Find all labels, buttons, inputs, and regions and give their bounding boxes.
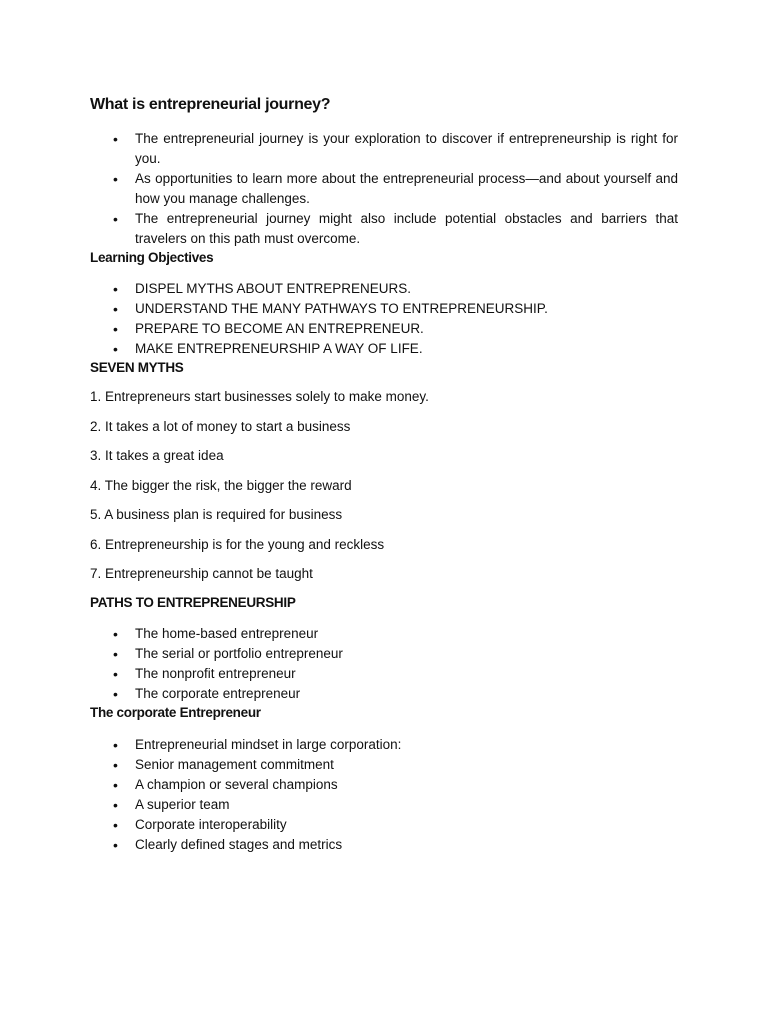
myth-item: 7. Entrepreneurship cannot be taught — [90, 566, 313, 581]
corporate-list — [90, 735, 678, 855]
objective-item: • PREPARE TO BECOME AN ENTREPRENEUR. — [90, 319, 678, 339]
myth-item: 2. It takes a lot of money to start a business — [90, 418, 351, 434]
myths-list — [90, 387, 678, 584]
corporate-item: • Clearly defined stages and metrics — [90, 835, 678, 855]
intro-item: • As opportunities to learn more about the entrepreneurial process—and about yourself and how you manage challenges. — [90, 169, 678, 209]
path-item: • The serial or portfolio entrepreneur — [90, 644, 678, 664]
myth-item: 6. Entrepreneurship is for the young and reckless — [90, 536, 385, 552]
path-item: • The corporate entrepreneur — [90, 684, 678, 704]
myth-item: 4. The bigger the risk, the bigger the reward — [90, 477, 352, 493]
path-item: • The home-based entrepreneur — [90, 624, 678, 644]
objectives-list — [90, 279, 678, 359]
corporate-item: • Senior management commitment — [90, 755, 678, 775]
intro-item: • The entrepreneurial journey is your exploration to discover if entrepreneurship is right for you. — [90, 129, 678, 169]
intro-item: • The entrepreneurial journey might also include potential obstacles and barriers that travelers on this path must overcome. — [90, 209, 678, 249]
corporate-item: • A superior team — [90, 795, 678, 815]
corporate-item: • Entrepreneurial mindset in large corporation: — [90, 735, 678, 755]
objective-item: • MAKE ENTREPRENEURSHIP A WAY OF LIFE. — [90, 339, 678, 359]
myth-item: 3. It takes a great idea — [90, 448, 224, 463]
document-body — [90, 95, 678, 855]
objective-item: • UNDERSTAND THE MANY PATHWAYS TO ENTREPRENEURSHIP. — [90, 299, 678, 319]
corporate-item: • A champion or several champions — [90, 775, 678, 795]
objectives-heading: Learning Objectives — [90, 250, 214, 265]
page-title: What is entrepreneurial journey? — [90, 96, 331, 113]
paths-heading: PATHS TO ENTREPRENEURSHIP — [90, 594, 296, 610]
intro-list — [90, 129, 678, 249]
myth-item: 1. Entrepreneurs start businesses solely to make money. — [90, 389, 429, 404]
myths-heading: SEVEN MYTHS — [90, 360, 184, 375]
corporate-heading: The corporate Entrepreneur — [90, 704, 261, 720]
corporate-item: • Corporate interoperability — [90, 815, 678, 835]
objective-item: • DISPEL MYTHS ABOUT ENTREPRENEURS. — [90, 279, 678, 299]
paths-list — [90, 624, 678, 704]
myth-item: 5. A business plan is required for business — [90, 507, 343, 522]
path-item: • The nonprofit entrepreneur — [90, 664, 678, 684]
